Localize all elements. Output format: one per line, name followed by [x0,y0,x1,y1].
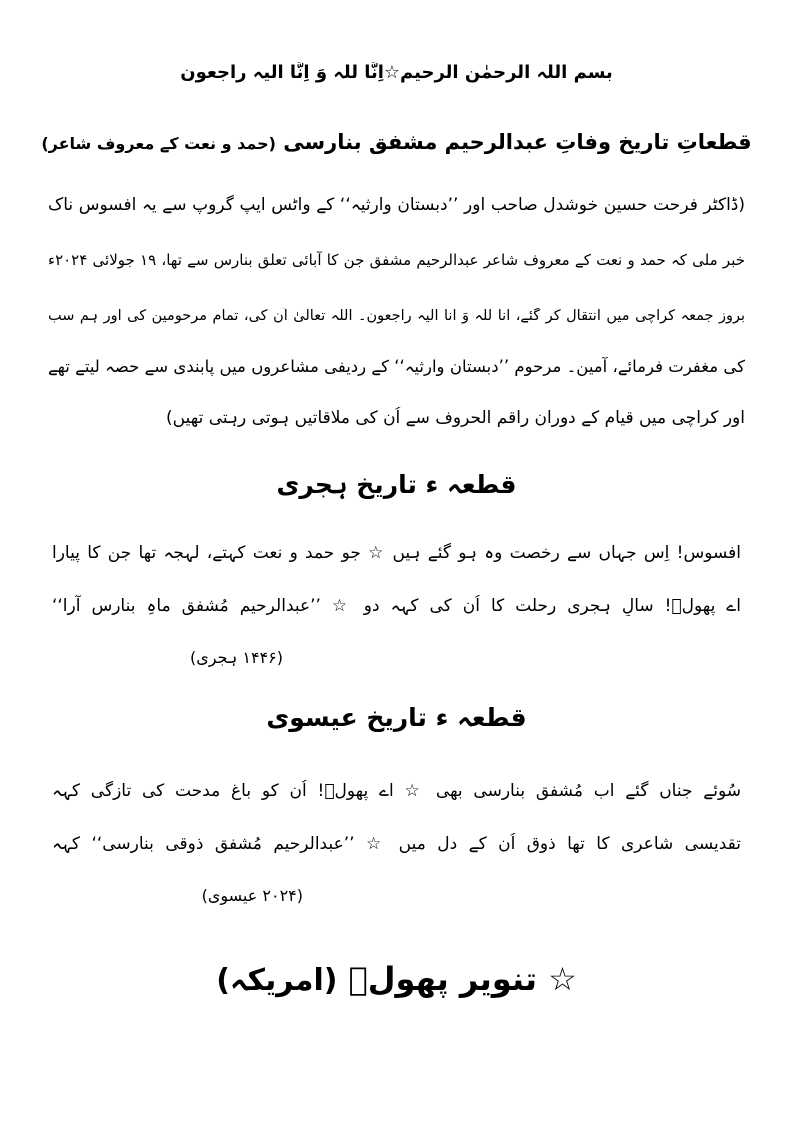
intro-line-2: خبر ملی کہ حمد و نعت کے معروف شاعر عبدالرحیم مشفق جن کا آبائی تعلق بنارس سے تھا، ۱۹ جولائی ۲۰۲۴ء [48,251,745,269]
author-signature [40,960,753,998]
isvi-year: (۲۰۲۴ عیسوی) [201,886,303,905]
hijri-year: (۱۴۴۶ ہجری) [189,648,283,667]
title-text: قطعاتِ تاریخ وفاتِ عبدالرحیم مشفق بنارسی [283,130,752,154]
bismillah-line: بسم اللہ الرحمٰن الرحیم☆اِنَّا للہ وَ اِنَّا الیہ راجعون [180,62,613,83]
star-icon: ☆ [548,960,577,998]
page-title [40,130,753,154]
isvi-verse-2: تقدیسی شاعری کا تھا ذوق اُن کے دل میں ☆ ’’عبدالرحیم مُشفق ذوقی بنارسی‘‘ کہہ [52,834,741,854]
intro-line-1: (ڈاکٹر فرحت حسین خوشدل صاحب اور ’’دبستان وارثیہ‘‘ کے واٹس ایپ گروپ سے یہ افسوس ناک [48,195,745,215]
intro-line-3: بروز جمعہ کراچی میں انتقال کر گئے، انا للہ وَ انا الیہ راجعون۔ اللہ تعالیٰ اُن کی، تمام مرحومین کی اور ہم سب [48,308,745,324]
isvi-verse-1: سُوئے جناں گئے اب مُشفق بنارسی بھی ☆ اے پھولؔ! اُن کو باغ مدحت کی تازگی کہہ [52,781,741,801]
title-subtitle: (حمد و نعت کے معروف شاعر) [41,134,276,153]
intro-line-5: اور کراچی میں قیام کے دوران راقم الحروف سے اُن کی ملاقاتیں ہوتی رہتی تھیں) [166,408,745,428]
hijri-verse-2: اے پھولؔ! سالِ ہجری رحلت کا اُن کی کہہ دو ☆ ’’عبدالرحیم مُشفق ماہِ بنارس آرا‘‘ [52,596,741,616]
hijri-section-title: قطعہ ء تاریخ ہجری [276,470,517,499]
intro-line-4: کی مغفرت فرمائے، آمین۔ مرحوم ’’دبستان وارثیہ‘‘ کے ردیفی مشاعروں میں پابندی سے حصہ لیتے تھے [48,357,745,376]
isvi-section-title: قطعہ ء تاریخ عیسوی [266,703,527,732]
author-country: (امریکہ) [216,963,338,998]
author-name: تنویر پھولؔ [348,960,537,998]
hijri-verse-1: افسوس! اِس جہاں سے رخصت وہ ہو گئے ہیں ☆ جو حمد و نعت کہتے، لہجہ تھا جن کا پیارا [52,543,741,563]
